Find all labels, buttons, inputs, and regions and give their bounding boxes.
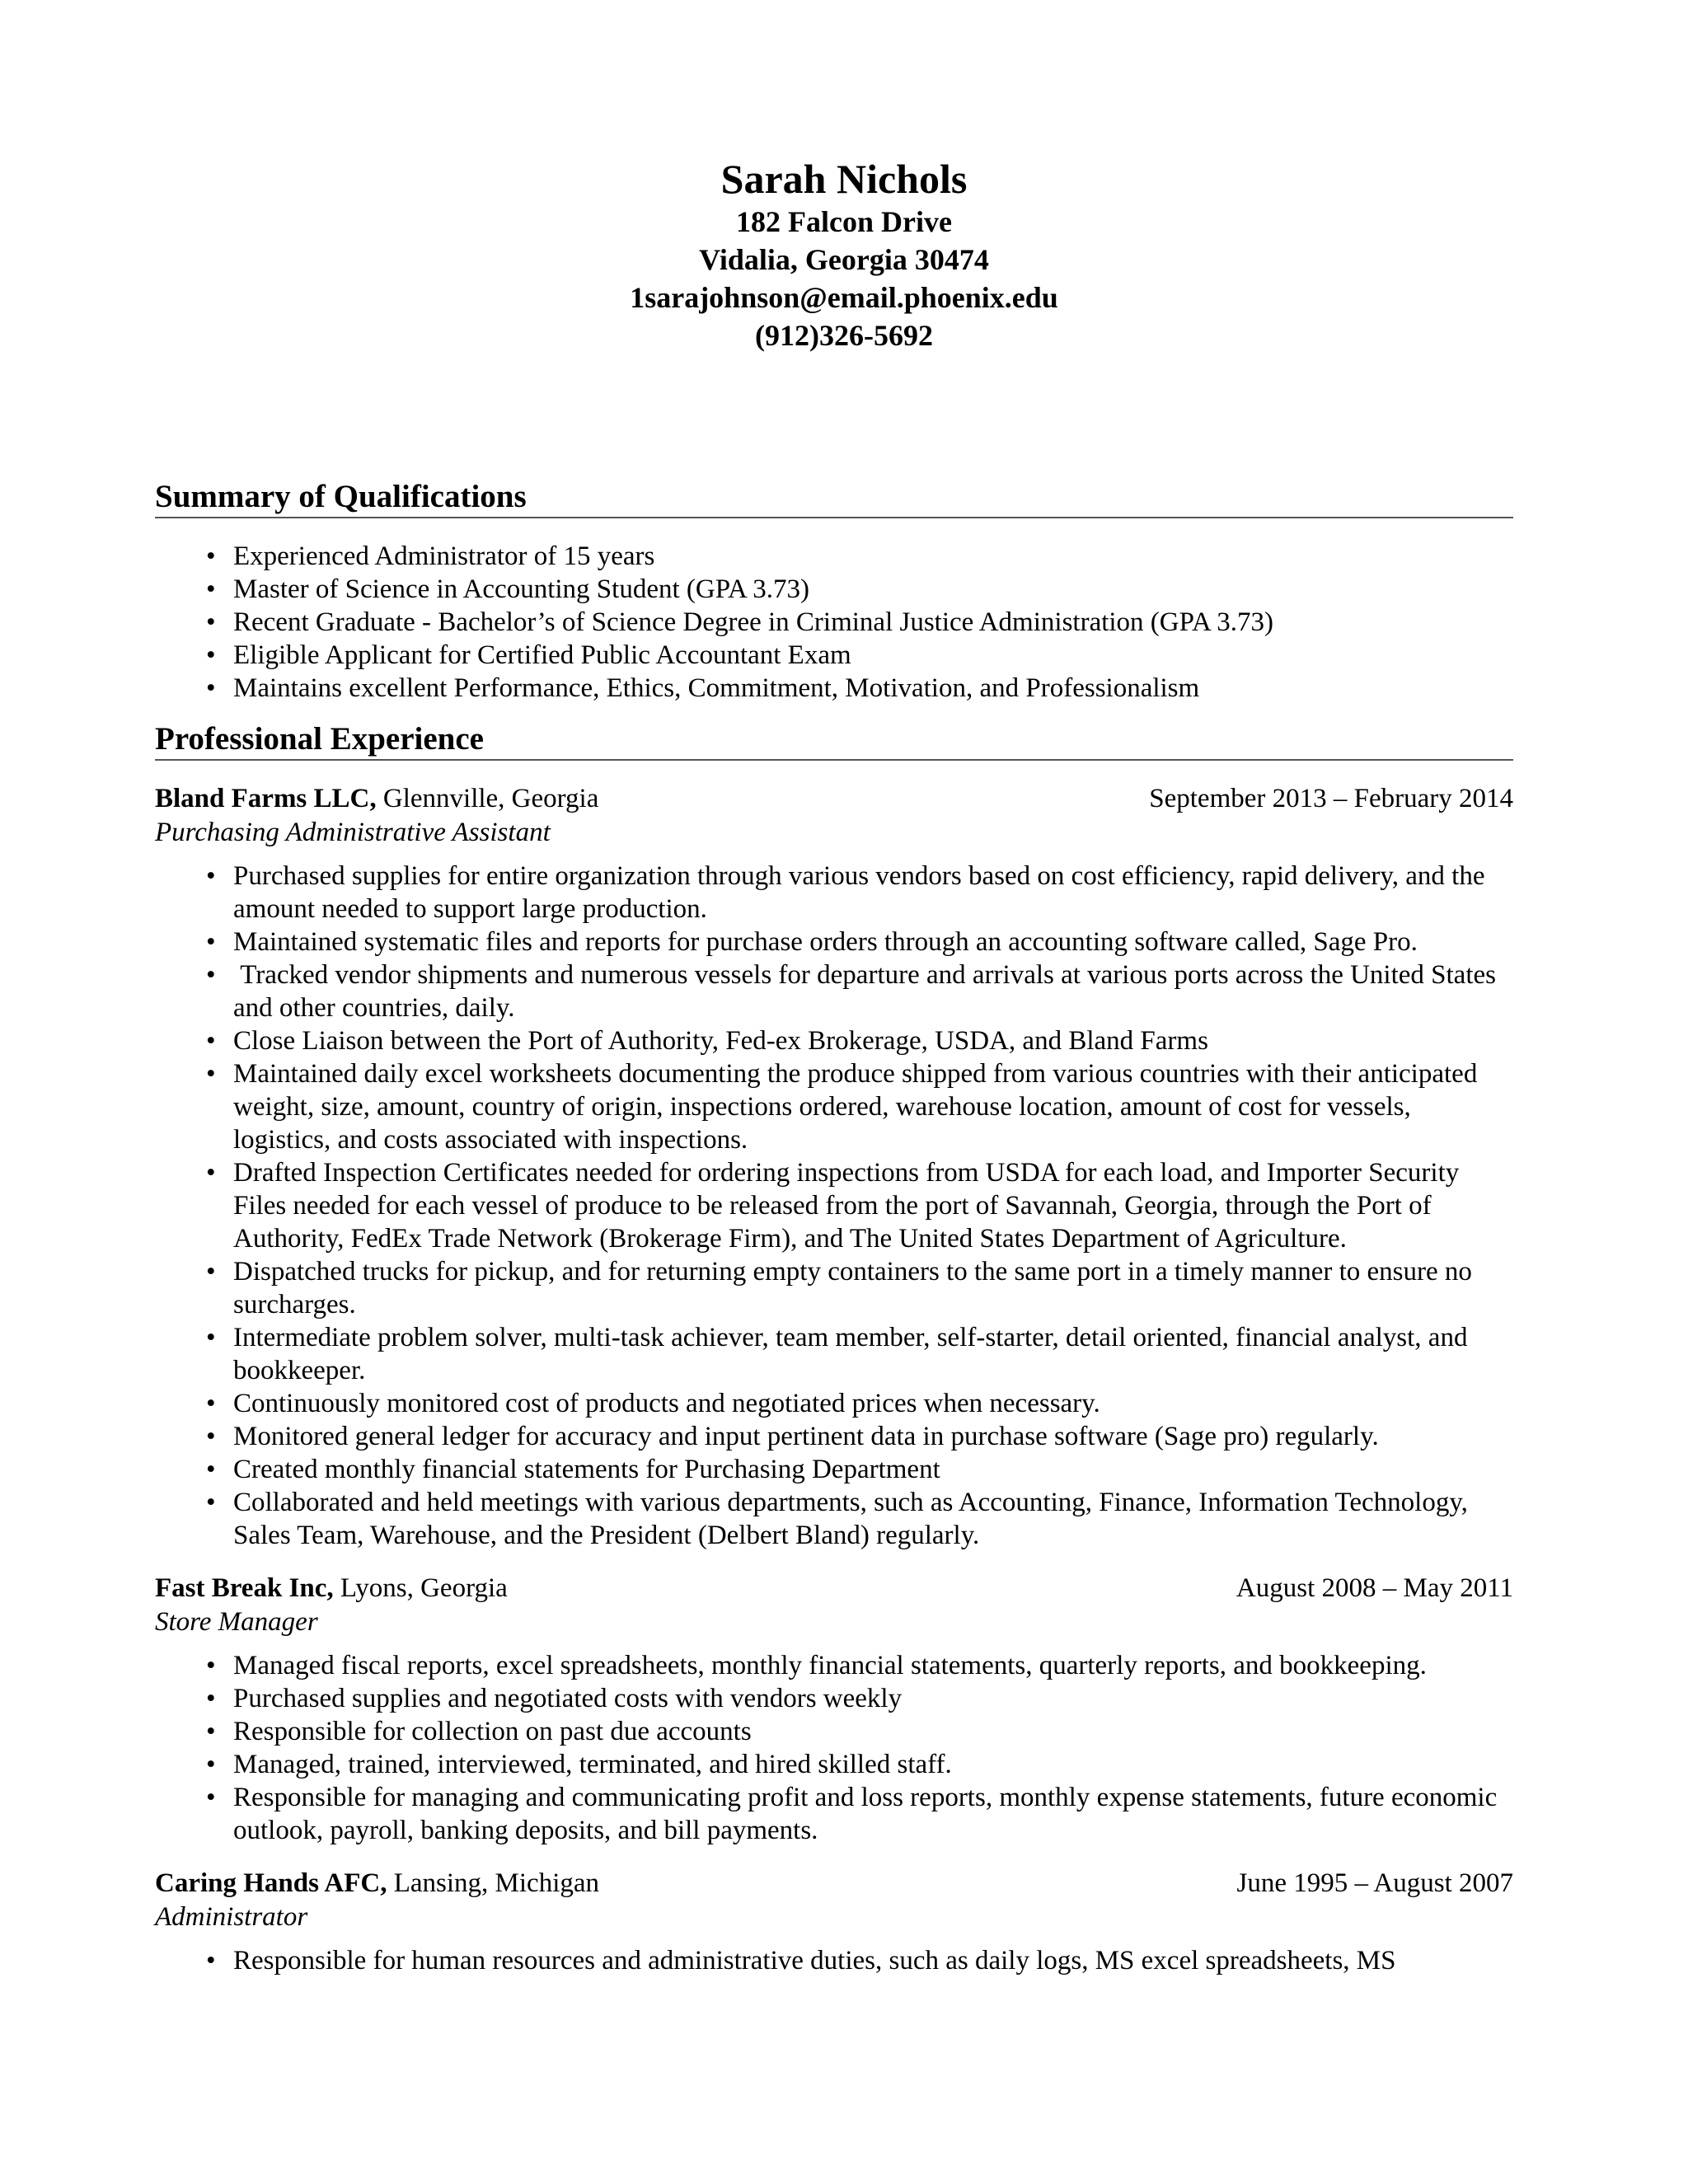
list-item [155,860,1513,926]
company-name: Bland Farms LLC, [155,784,377,813]
duty-text: Responsible for managing and communicating profit and loss reports, monthly expense statements, future economic outlook, payroll, banking deposits, and bill payments. [233,1783,1498,1845]
list-item [155,1649,1513,1682]
duty-text: Intermediate problem solver, multi-task achiever, team member, self-starter, detail oriented, financial analyst, and bookkeeper. [233,1323,1468,1385]
company-location: Lyons, Georgia [333,1573,508,1603]
list-item [155,1321,1513,1387]
email-address: 1sarajohnson@email.phoenix.edu [630,281,1058,314]
bullet-icon: • [206,1455,216,1484]
job-header [155,1867,1513,1900]
summary-section [155,479,1513,705]
list-item [155,1420,1513,1453]
list-item [155,1682,1513,1715]
phone-number: (912)326-5692 [755,319,933,352]
bullet-icon: • [206,541,216,571]
bullet-icon: • [206,1422,216,1451]
list-item [155,1453,1513,1486]
job-role: Store Manager [155,1607,318,1637]
list-item [155,1486,1513,1552]
duty-text: Responsible for collection on past due accounts [233,1717,752,1746]
list-item [155,672,1513,705]
company-name: Fast Break Inc, [155,1573,334,1603]
list-item [155,1255,1513,1321]
address-line-2: Vidalia, Georgia 30474 [699,243,989,276]
bullet-icon: • [206,960,216,990]
duty-text: Managed, trained, interviewed, terminated, and hired skilled staff. [233,1750,952,1779]
summary-item: Experienced Administrator of 15 years [233,541,655,571]
bullet-icon: • [206,1488,216,1517]
bullet-icon: • [206,640,216,670]
list-item [155,958,1513,1024]
summary-item: Master of Science in Accounting Student (GPA 3.73) [233,574,810,604]
company-name: Caring Hands AFC, [155,1868,387,1898]
bullet-icon: • [206,1026,216,1056]
bullet-icon: • [206,1323,216,1352]
job-header [155,782,1513,815]
address-line-1: 182 Falcon Drive [736,205,952,238]
list-item [155,1057,1513,1156]
duty-text: Maintained daily excel worksheets documenting the produce shipped from various countries with their anticipated weight, size, amount, country of origin, inspections ordered, warehouse location, amount of cost for vessels, logistics, and costs associated with inspections. [233,1059,1478,1155]
list-item [155,606,1513,639]
bullet-icon: • [206,1158,216,1188]
duty-text: Purchased supplies and negotiated costs with vendors weekly [233,1684,903,1713]
bullet-icon: • [206,1059,216,1089]
employment-dates: September 2013 – February 2014 [1149,784,1513,813]
company-location: Glennville, Georgia [376,784,599,813]
summary-item: Eligible Applicant for Certified Public Accountant Exam [233,640,851,670]
job-role: Administrator [155,1902,308,1932]
summary-heading: Summary of Qualifications [155,479,1513,518]
resume-header [0,155,1688,354]
job-header [155,1572,1513,1605]
job-duties-list [155,860,1513,1552]
duty-text: Collaborated and held meetings with various departments, such as Accounting, Finance, Information Technology, Sales Team, Warehouse, and the President (Delbert Bland) regularly. [233,1488,1468,1550]
bullet-icon: • [206,673,216,703]
list-item [155,573,1513,606]
bullet-icon: • [206,1717,216,1746]
bullet-icon: • [206,1783,216,1812]
bullet-icon: • [206,1389,216,1418]
list-item [155,540,1513,573]
list-item [155,1715,1513,1748]
summary-item: Maintains excellent Performance, Ethics, Commitment, Motivation, and Professionalism [233,673,1200,703]
list-item [155,1387,1513,1420]
bullet-icon: • [206,574,216,604]
duty-text: Tracked vendor shipments and numerous vessels for departure and arrivals at various ports across the United States and other countries, daily. [233,960,1503,1023]
employment-dates: August 2008 – May 2011 [1236,1573,1513,1603]
job-duties-list [155,1944,1513,1977]
bullet-icon: • [206,1946,216,1975]
list-item [155,926,1513,958]
experience-heading: Professional Experience [155,721,1513,761]
list-item [155,1156,1513,1255]
duty-text: Managed fiscal reports, excel spreadsheets, monthly financial statements, quarterly reports, and bookkeeping. [233,1651,1427,1680]
applicant-name: Sarah Nichols [720,156,968,202]
duty-text: Close Liaison between the Port of Authority, Fed-ex Brokerage, USDA, and Bland Farms [233,1026,1208,1056]
company-location: Lansing, Michigan [387,1868,600,1898]
duty-text: Continuously monitored cost of products and negotiated prices when necessary. [233,1389,1100,1418]
bullet-icon: • [206,607,216,637]
list-item [155,1024,1513,1057]
job-duties-list [155,1649,1513,1847]
bullet-icon: • [206,1750,216,1779]
list-item [155,1944,1513,1977]
bullet-icon: • [206,861,216,891]
duty-text: Maintained systematic files and reports for purchase orders through an accounting software called, Sage Pro. [233,927,1418,957]
summary-list [155,540,1513,705]
job-entry-caring-hands [155,1867,1513,1977]
duty-text: Created monthly financial statements for Purchasing Department [233,1455,940,1484]
duty-text: Responsible for human resources and administrative duties, such as daily logs, MS excel spreadsheets, MS [233,1946,1396,1975]
summary-item: Recent Graduate - Bachelor’s of Science Degree in Criminal Justice Administration (GPA 3.73) [233,607,1273,637]
bullet-icon: • [206,1684,216,1713]
list-item [155,639,1513,672]
duty-text: Dispatched trucks for pickup, and for returning empty containers to the same port in a timely manner to ensure no surcharges. [233,1257,1472,1319]
duty-text: Purchased supplies for entire organization through various vendors based on cost efficiency, rapid delivery, and the amount needed to support large production. [233,861,1485,924]
job-entry-bland-farms [155,782,1513,1552]
duty-text: Monitored general ledger for accuracy and input pertinent data in purchase software (Sage pro) regularly. [233,1422,1379,1451]
employment-dates: June 1995 – August 2007 [1236,1868,1513,1898]
duty-text: Drafted Inspection Certificates needed for ordering inspections from USDA for each load, and Importer Security Files needed for each vessel of produce to be released from the port of Savannah, Georgia, through the Port of Authority, FedEx Trade Network (Brokerage Firm), and The United States Department of Agriculture. [233,1158,1460,1254]
bullet-icon: • [206,927,216,957]
bullet-icon: • [206,1257,216,1286]
list-item [155,1748,1513,1781]
job-entry-fast-break [155,1572,1513,1847]
experience-section [155,721,1513,1977]
bullet-icon: • [206,1651,216,1680]
job-role: Purchasing Administrative Assistant [155,818,551,847]
list-item [155,1781,1513,1847]
